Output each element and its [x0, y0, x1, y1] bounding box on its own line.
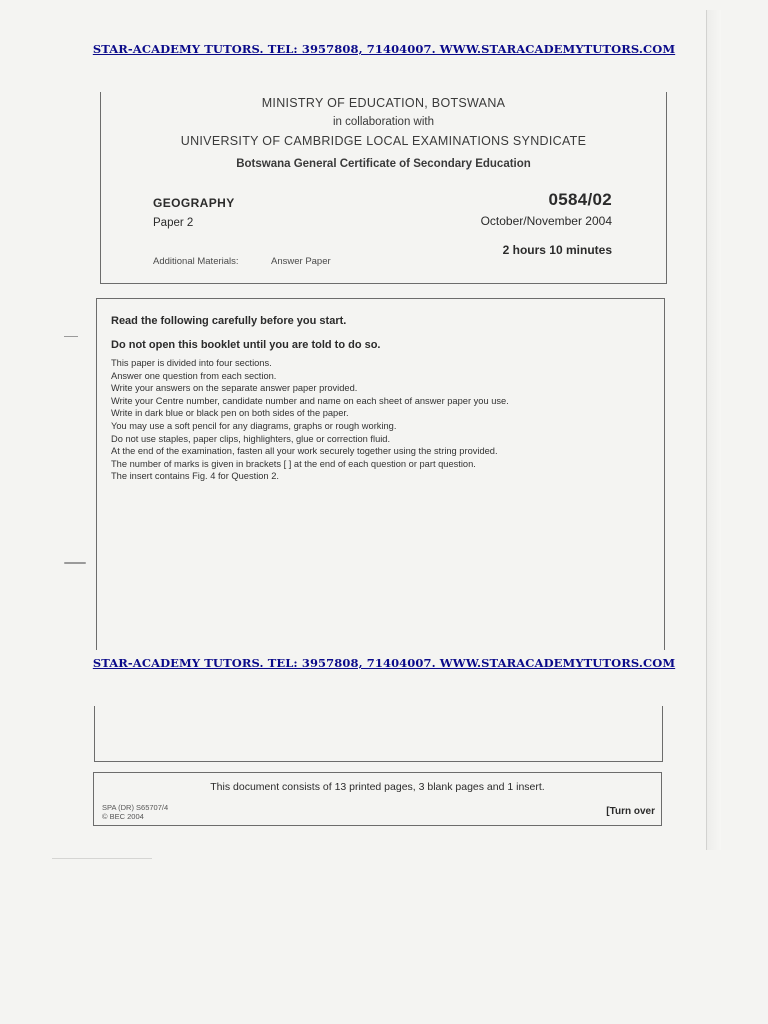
instruction-item: Do not use staples, paper clips, highlighters, glue or correction fluid.: [111, 433, 391, 444]
instruction-list: [111, 357, 509, 483]
scan-mark: [64, 336, 78, 337]
syllabus-code: 0584/02: [548, 190, 612, 209]
bgcse-heading: Botswana General Certificate of Secondary Education: [236, 158, 531, 170]
instructions-block: [96, 298, 665, 650]
scan-mark: [52, 858, 152, 859]
blank-box: [94, 706, 663, 762]
scan-page-edge: [706, 10, 721, 850]
instruction-item: The insert contains Fig. 4 for Question 2.: [111, 471, 279, 482]
collaboration-line: in collaboration with: [332, 116, 434, 128]
instructions-heading: Read the following carefully before you start.: [111, 315, 347, 327]
instruction-item: Write your answers on the separate answer paper provided.: [111, 383, 358, 394]
materials-label: Additional Materials:: [153, 256, 239, 267]
instruction-item: Write in dark blue or black pen on both sides of the paper.: [111, 408, 349, 419]
instruction-item: This paper is divided into four sections.: [111, 358, 272, 368]
exam-duration: 2 hours 10 minutes: [502, 243, 612, 257]
instruction-item: Write your Centre number, candidate number and name on each sheet of answer paper you use.: [111, 395, 509, 406]
paper-number: Paper 2: [153, 217, 194, 229]
subject-title: GEOGRAPHY: [153, 196, 235, 210]
header-website-link-top[interactable]: STAR-ACADEMY TUTORS. TEL: 3957808, 71404007. WWW.STARACADEMYTUTORS.COM: [92, 42, 676, 56]
instruction-item: Answer one question from each section.: [111, 370, 277, 381]
do-not-open-warning: Do not open this booklet until you are told to do so.: [111, 339, 381, 351]
copyright-notice: © BEC 2004: [102, 812, 144, 821]
materials-value: Answer Paper: [271, 256, 331, 267]
footer-block: [93, 772, 662, 826]
exam-session: October/November 2004: [480, 214, 612, 228]
instruction-item: You may use a soft pencil for any diagrams, graphs or rough working.: [111, 420, 397, 431]
turn-over-note: [Turn over: [606, 806, 655, 817]
instruction-item: The number of marks is given in brackets [ ] at the end of each question or part question.: [111, 458, 476, 469]
scan-mark: [64, 562, 86, 564]
page-count-note: This document consists of 13 printed pages, 3 blank pages and 1 insert.: [210, 781, 545, 793]
instruction-item: At the end of the examination, fasten all your work securely together using the string provided.: [111, 446, 498, 457]
ministry-heading: MINISTRY OF EDUCATION, BOTSWANA: [261, 96, 506, 110]
header-website-link-bottom[interactable]: STAR-ACADEMY TUTORS. TEL: 3957808, 71404007. WWW.STARACADEMYTUTORS.COM: [92, 656, 676, 670]
ucles-heading: UNIVERSITY OF CAMBRIDGE LOCAL EXAMINATIONS SYNDICATE: [180, 134, 587, 148]
title-block: [100, 92, 667, 284]
document-reference: SPA (DR) S65707/4: [102, 803, 169, 812]
